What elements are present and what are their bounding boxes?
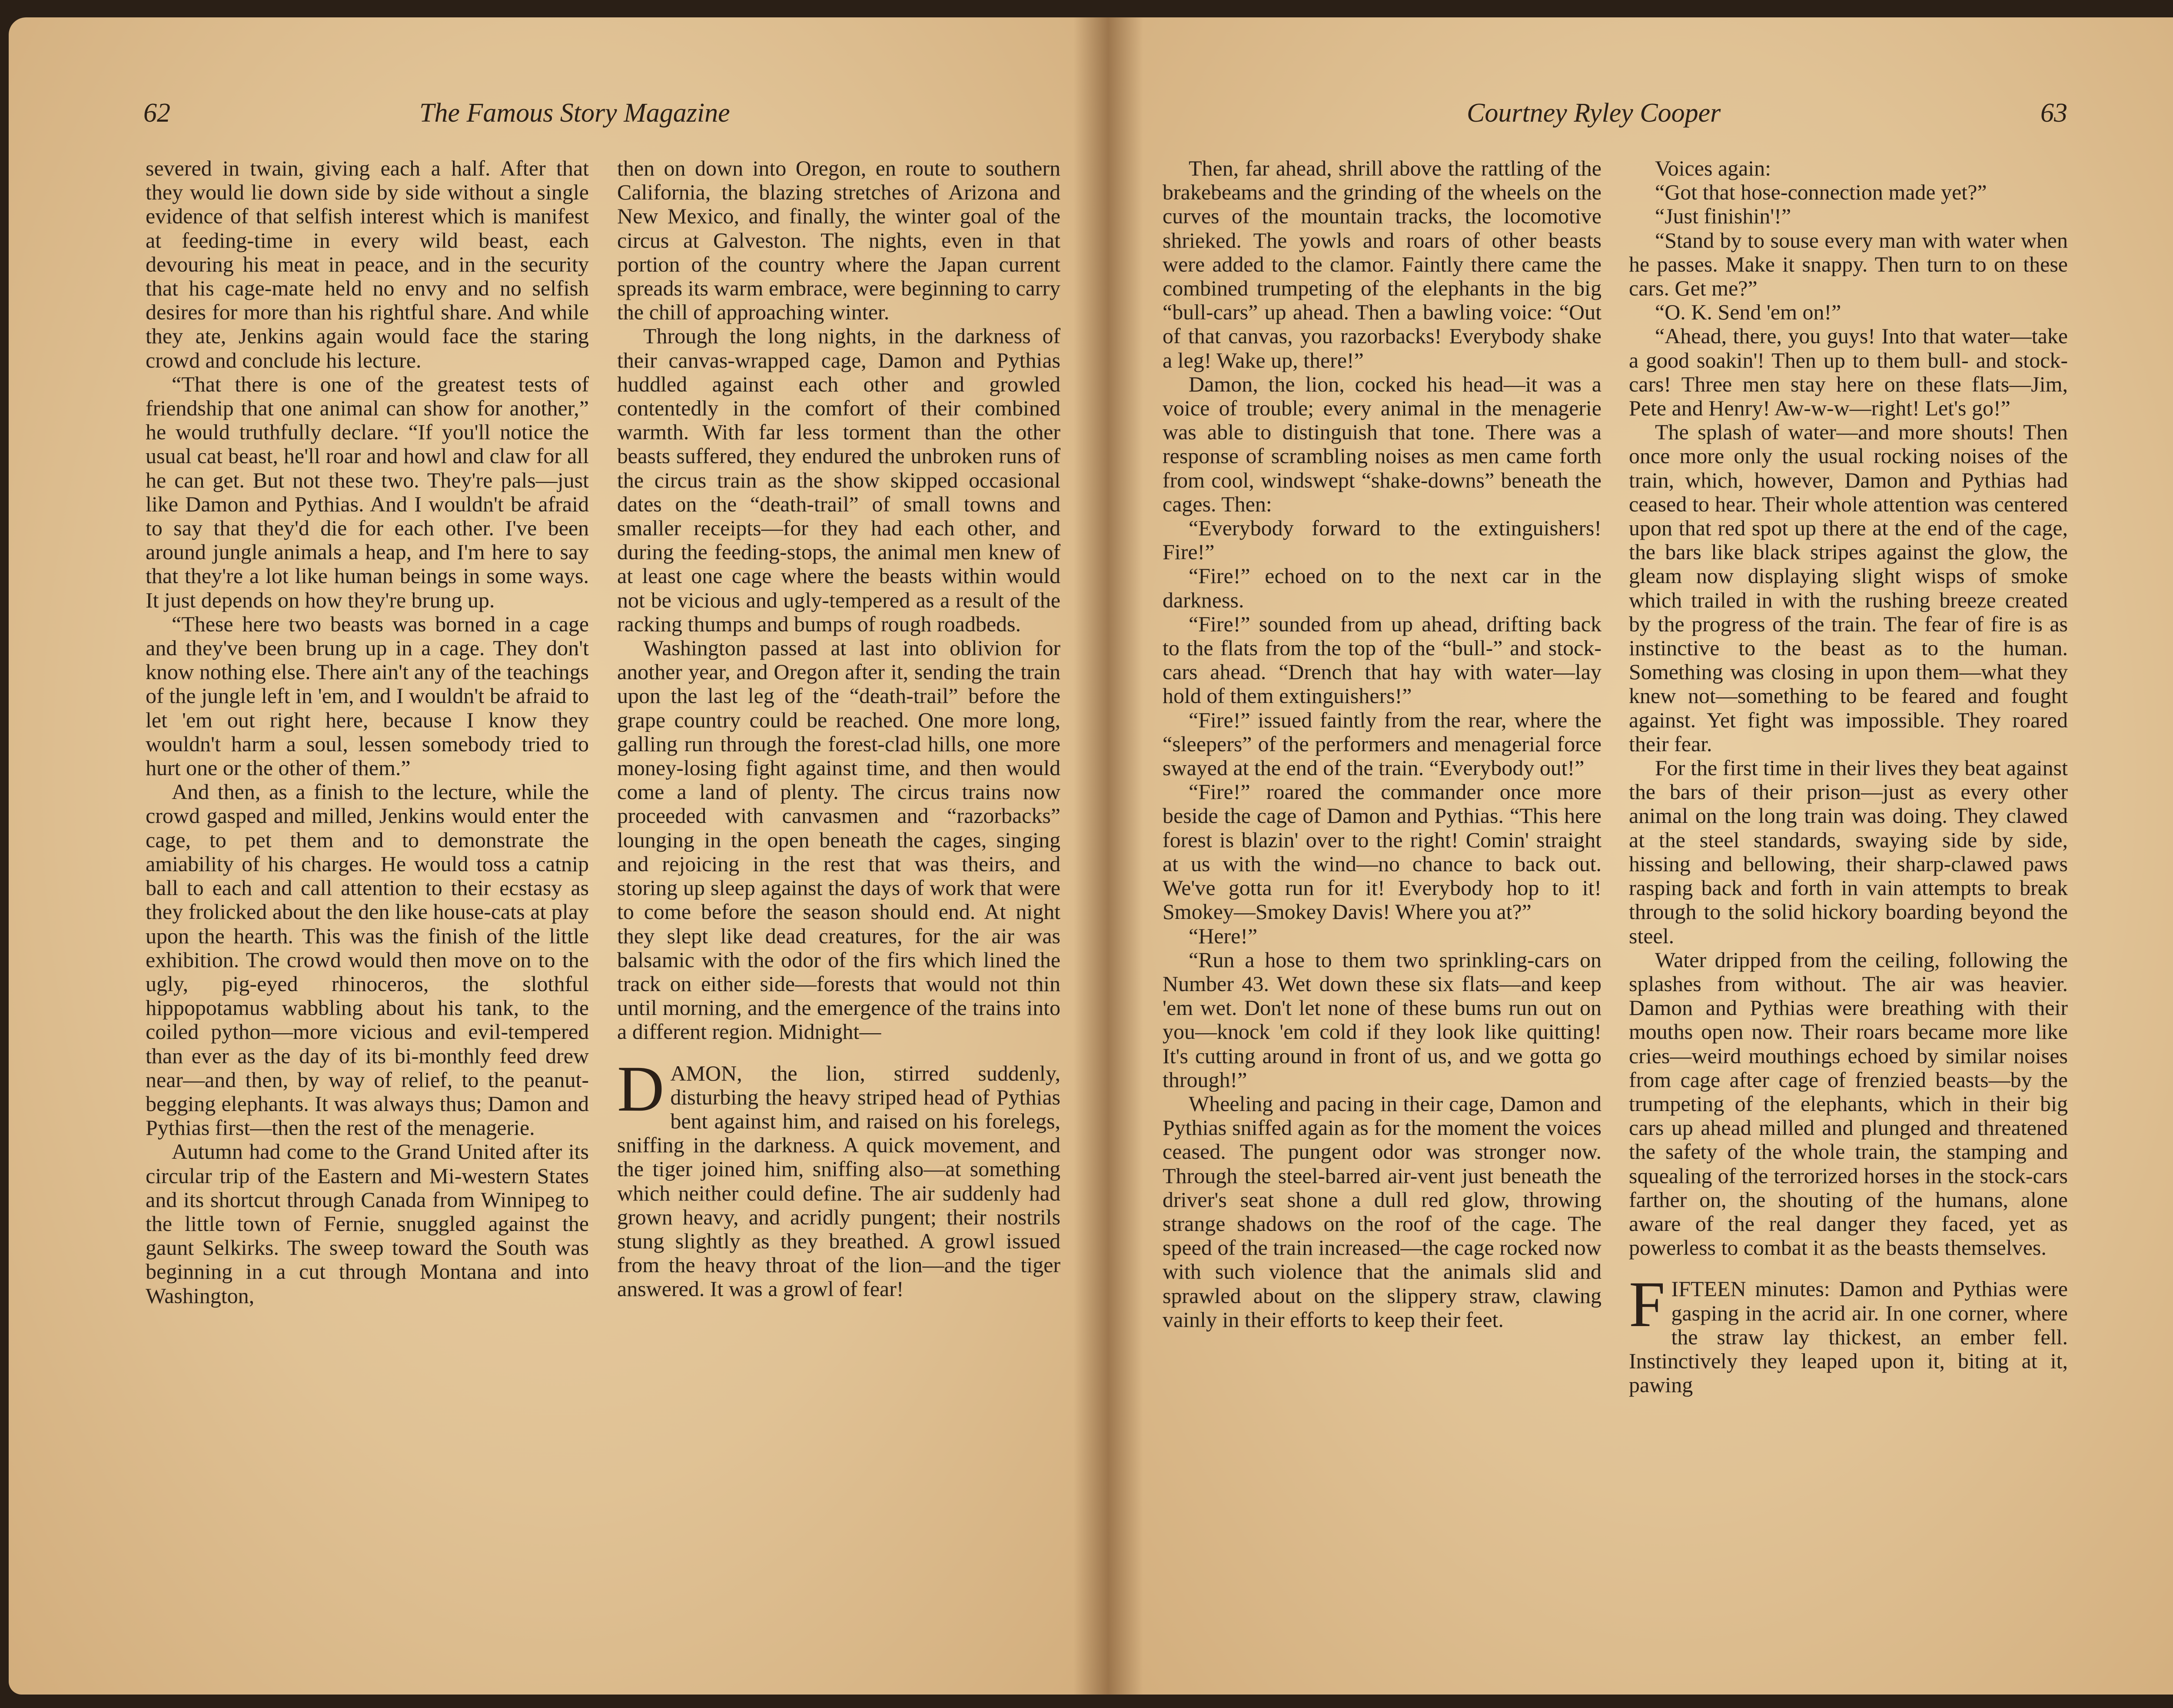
paragraph: And then, as a finish to the lecture, while the crowd gasped and milled, Jenkins would enter the cage, to pet them and to demonstrate the amiability of his charges. He would toss a catnip ball to each and call attention to their ecstasy as they frolicked about the den like house-cats at play upon the hearth. This was the finish of the little exhibition. The crowd would then move on to the ugly, pig-eyed rhinoceros, the slothful hippopotamus wabbling about his tank, to the coiled python—more vicious and evil-tempered than ever as the day of its bi-monthly feed drew near—and then, by way of relief, to the peanut-begging elephants. It was always thus; Damon and Pythias first—then the rest of the menagerie.	[146, 779, 589, 1140]
paragraph: The splash of water—and more shouts! Then once more only the usual rocking noises of the train, which, however, Damon and Pythias had ceased to hear. Their whole attention was centered upon that red spot up there at the end of the cage, the bars like black stripes against the glow, the gleam now displaying slight wisps of smoke which trailed in with the rushing breeze created by the progress of the train. The fear of fire is as instinctive to the beast as to the human. Something was closing in upon them—what they knew not—something to be feared and fought against. Yet fight was impossible. They roared their fear.	[1629, 420, 2068, 756]
paragraph: Through the long nights, in the darkness of their canvas-wrapped cage, Damon and Pythias huddled against each other and growled contentedly in the comfort of their combined warmth. With far less torment than the other beasts suffered, they endured the unbroken runs of the circus train as the show skipped occasional dates on the “death-trail” of small towns and smaller receipts—for they had each other, and during the feeding-stops, the animal men knew of at least one cage where the beasts within would not be vicious and ugly-tempered as a result of the racking thumps and bumps of rough roadbeds.	[617, 324, 1060, 636]
drop-cap: F	[1629, 1268, 1665, 1341]
paragraph: “Fire!” roared the commander once more beside the cage of Damon and Pythias. “This here forest is blazin' over to the right! Comin' straight at us with the wind—no chance to back out. We've gotta run for it! Everybody hop to it! Smokey—Smokey Davis! Where you at?”	[1163, 779, 1602, 924]
paragraph: “Everybody forward to the extinguishers! Fire!”	[1163, 516, 1602, 564]
left-column-1	[146, 156, 589, 1308]
paragraph: “Stand by to souse every man with water when he passes. Make it snappy. Then turn to on these cars. Get me?”	[1629, 228, 2068, 301]
left-page-number: 62	[143, 98, 170, 128]
paragraph: “O. K. Send 'em on!”	[1655, 300, 1841, 325]
paragraph-text: IFTEEN minutes: Damon and Pythias were gasping in the acrid air. In one corner, where the straw lay thickest, an ember fell. Instinctively they leaped upon it, biting at it, pawing	[1629, 1277, 2068, 1397]
left-running-head: The Famous Story Magazine	[419, 98, 730, 128]
section-break-paragraph	[617, 1052, 1060, 1301]
right-page-number: 63	[2040, 98, 2067, 128]
paragraph: Then, far ahead, shrill above the rattling of the brakebeams and the grinding of the wheels on the curves of the mountain tracks, the locomotive shrieked. The yowls and roars of other beasts were added to the clamor. Faintly there came the combined trumpeting of the elephants in the big “bull-cars” up ahead. Then a bawling voice: “Out of that canvas, you razorbacks! Everybody shake a leg! Wake up, there!”	[1163, 156, 1602, 372]
right-column-2	[1629, 156, 2068, 1397]
right-column-1	[1163, 156, 1602, 1332]
paragraph: “That there is one of the greatest tests of friendship that one animal can show for another,” he would truthfully declare. “If you'll notice the usual cat beast, he'll roar and howl and claw for all he can get. But not these two. They're pals—just like Damon and Pythias. And I wouldn't be afraid to say that they'd die for each other. I've been around jungle animals a heap, and I'm here to say that they're a lot like human beings in some ways. It just depends on how they're brung up.	[146, 371, 589, 612]
paragraph: severed in twain, giving each a half. After that they would lie down side by side without a single evidence of that selfish interest which is manifest at feeding-time in every wild beast, each devouring his meat in peace, and in the security that his cage-mate held no envy and no selfish desires for more than his rightful share. And while they ate, Jenkins again would face the staring crowd and conclude his lecture.	[146, 156, 589, 372]
paragraph: “These here two beasts was borned in a cage and they've been brung up in a cage. They don't know nothing else. There ain't any of the teachings of the jungle left in 'em, and I wouldn't be afraid to let 'em out right here, because I know they wouldn't harm a soul, lessen somebody tried to hurt one or the other of them.”	[146, 611, 589, 780]
paragraph: Autumn had come to the Grand United after its circular trip of the Eastern and Mi-western States and its shortcut through Canada from Winnipeg to the little town of Fernie, snuggled against the gaunt Selkirks. The sweep toward the South was beginning in a cut through Montana and into Washington,	[146, 1139, 589, 1308]
right-running-head: Courtney Ryley Cooper	[1467, 98, 1721, 128]
paragraph: “Fire!” issued faintly from the rear, where the “sleepers” of the performers and menagerial force swayed at the end of the train. “Everybody out!”	[1163, 707, 1602, 780]
paragraph: “Got that hose-connection made yet?”	[1655, 180, 1987, 205]
drop-cap: D	[617, 1052, 665, 1125]
paragraph: For the first time in their lives they beat against the bars of their prison—just as every other animal on the long train was doing. They clawed at the steel standards, swaying side by side, hissing and bellowing, their sharp-clawed paws rasping back and forth in vain attempts to break through to the solid hickory boarding beyond the steel.	[1629, 756, 2068, 948]
book-gutter	[1073, 17, 1143, 1695]
paragraph: Damon, the lion, cocked his head—it was a voice of trouble; every animal in the menagerie was able to distinguish that tone. There was a response of scrambling noises as men came forth from cool, windswept “shake-downs” beneath the cages. Then:	[1163, 371, 1602, 516]
paragraph: Washington passed at last into oblivion for another year, and Oregon after it, sending the train upon the last leg of the “death-trail” before the grape country could be reached. One more long, galling run through the forest-clad hills, one more money-losing fight against time, and then would come a land of plenty. The circus trains now proceeded with canvasmen and “razorbacks” lounging in the open beneath the cages, singing and rejoicing in the rest that was theirs, and storing up sleep against the days of work that were to come before the season should end. At night they slept like dead creatures, for the air was balsamic with the odor of the firs which lined the track on either side—forests that would not thin until morning, and the emergence of the trains into a different region. Midnight—	[617, 636, 1060, 1044]
paragraph: “Run a hose to them two sprinkling-cars on Number 43. Wet down these six flats—and keep 'em wet. Don't let none of these bums run out on you—knock 'em cold if they look like quitting! It's cutting around in front of us, and we gotta go through!”	[1163, 947, 1602, 1092]
paragraph: then on down into Oregon, en route to southern California, the blazing stretches of Arizona and New Mexico, and finally, the winter goal of the circus at Galveston. The nights, even in that portion of the country where the Japan current spreads its warm embrace, were beginning to carry the chill of approaching winter.	[617, 156, 1060, 325]
paragraph: “Fire!” sounded from up ahead, drifting back to the flats from the top of the “bull-” and stock-cars ahead. “Drench that hay with water—lay hold of them extinguishers!”	[1163, 611, 1602, 708]
paragraph: “Just finishin'!”	[1655, 204, 1791, 229]
paragraph: Wheeling and pacing in their cage, Damon and Pythias sniffed again as for the moment the voices ceased. The pungent odor was stronger now. Through the steel-barred air-vent just beneath the driver's seat shone a dull red glow, throwing strange shadows on the roof of the cage. The speed of the train increased—the cage rocked now with such violence that the animals slid and sprawled about on the slippery straw, clawing vainly in their efforts to keep their feet.	[1163, 1091, 1602, 1332]
paragraph: “Here!”	[1189, 923, 1258, 948]
section-break-paragraph	[1629, 1268, 2068, 1397]
paragraph-text: AMON, the lion, stirred suddenly, disturbing the heavy striped head of Pythias bent against him, and raised on his forelegs, sniffing in the darkness. A quick movement, and the tiger joined him, sniffing also—at something which neither could define. The air suddenly had grown heavy, and acridly pungent; their nostrils stung slightly as they breathed. A growl issued from the heavy throat of the lion—and the tiger answered. It was a growl of fear!	[617, 1061, 1060, 1301]
left-column-2	[617, 156, 1060, 1301]
paragraph: Voices again:	[1655, 156, 1771, 180]
paragraph: “Fire!” echoed on to the next car in the darkness.	[1163, 564, 1602, 612]
paragraph: Water dripped from the ceiling, following the splashes from without. The air was heavier. Damon and Pythias were breathing with their mouths open now. Their roars became more like cries—weird mouthings echoed by similar noises from cage after cage of frenzied beasts—by the trumpeting of the elephants, which in their big cars up ahead milled and plunged and threatened the safety of the whole train, the stamping and squealing of the terrorized horses in the stock-cars farther on, the shouting of the humans, alone aware of the real danger they faced, yet as powerless to combat it as the beasts themselves.	[1629, 947, 2068, 1260]
paragraph: “Ahead, there, you guys! Into that water—take a good soakin'! Then up to them bull- and stock-cars! Three men stay here on these flats—Jim, Pete and Henry! Aw-w-w—right! Let's go!”	[1629, 324, 2068, 421]
